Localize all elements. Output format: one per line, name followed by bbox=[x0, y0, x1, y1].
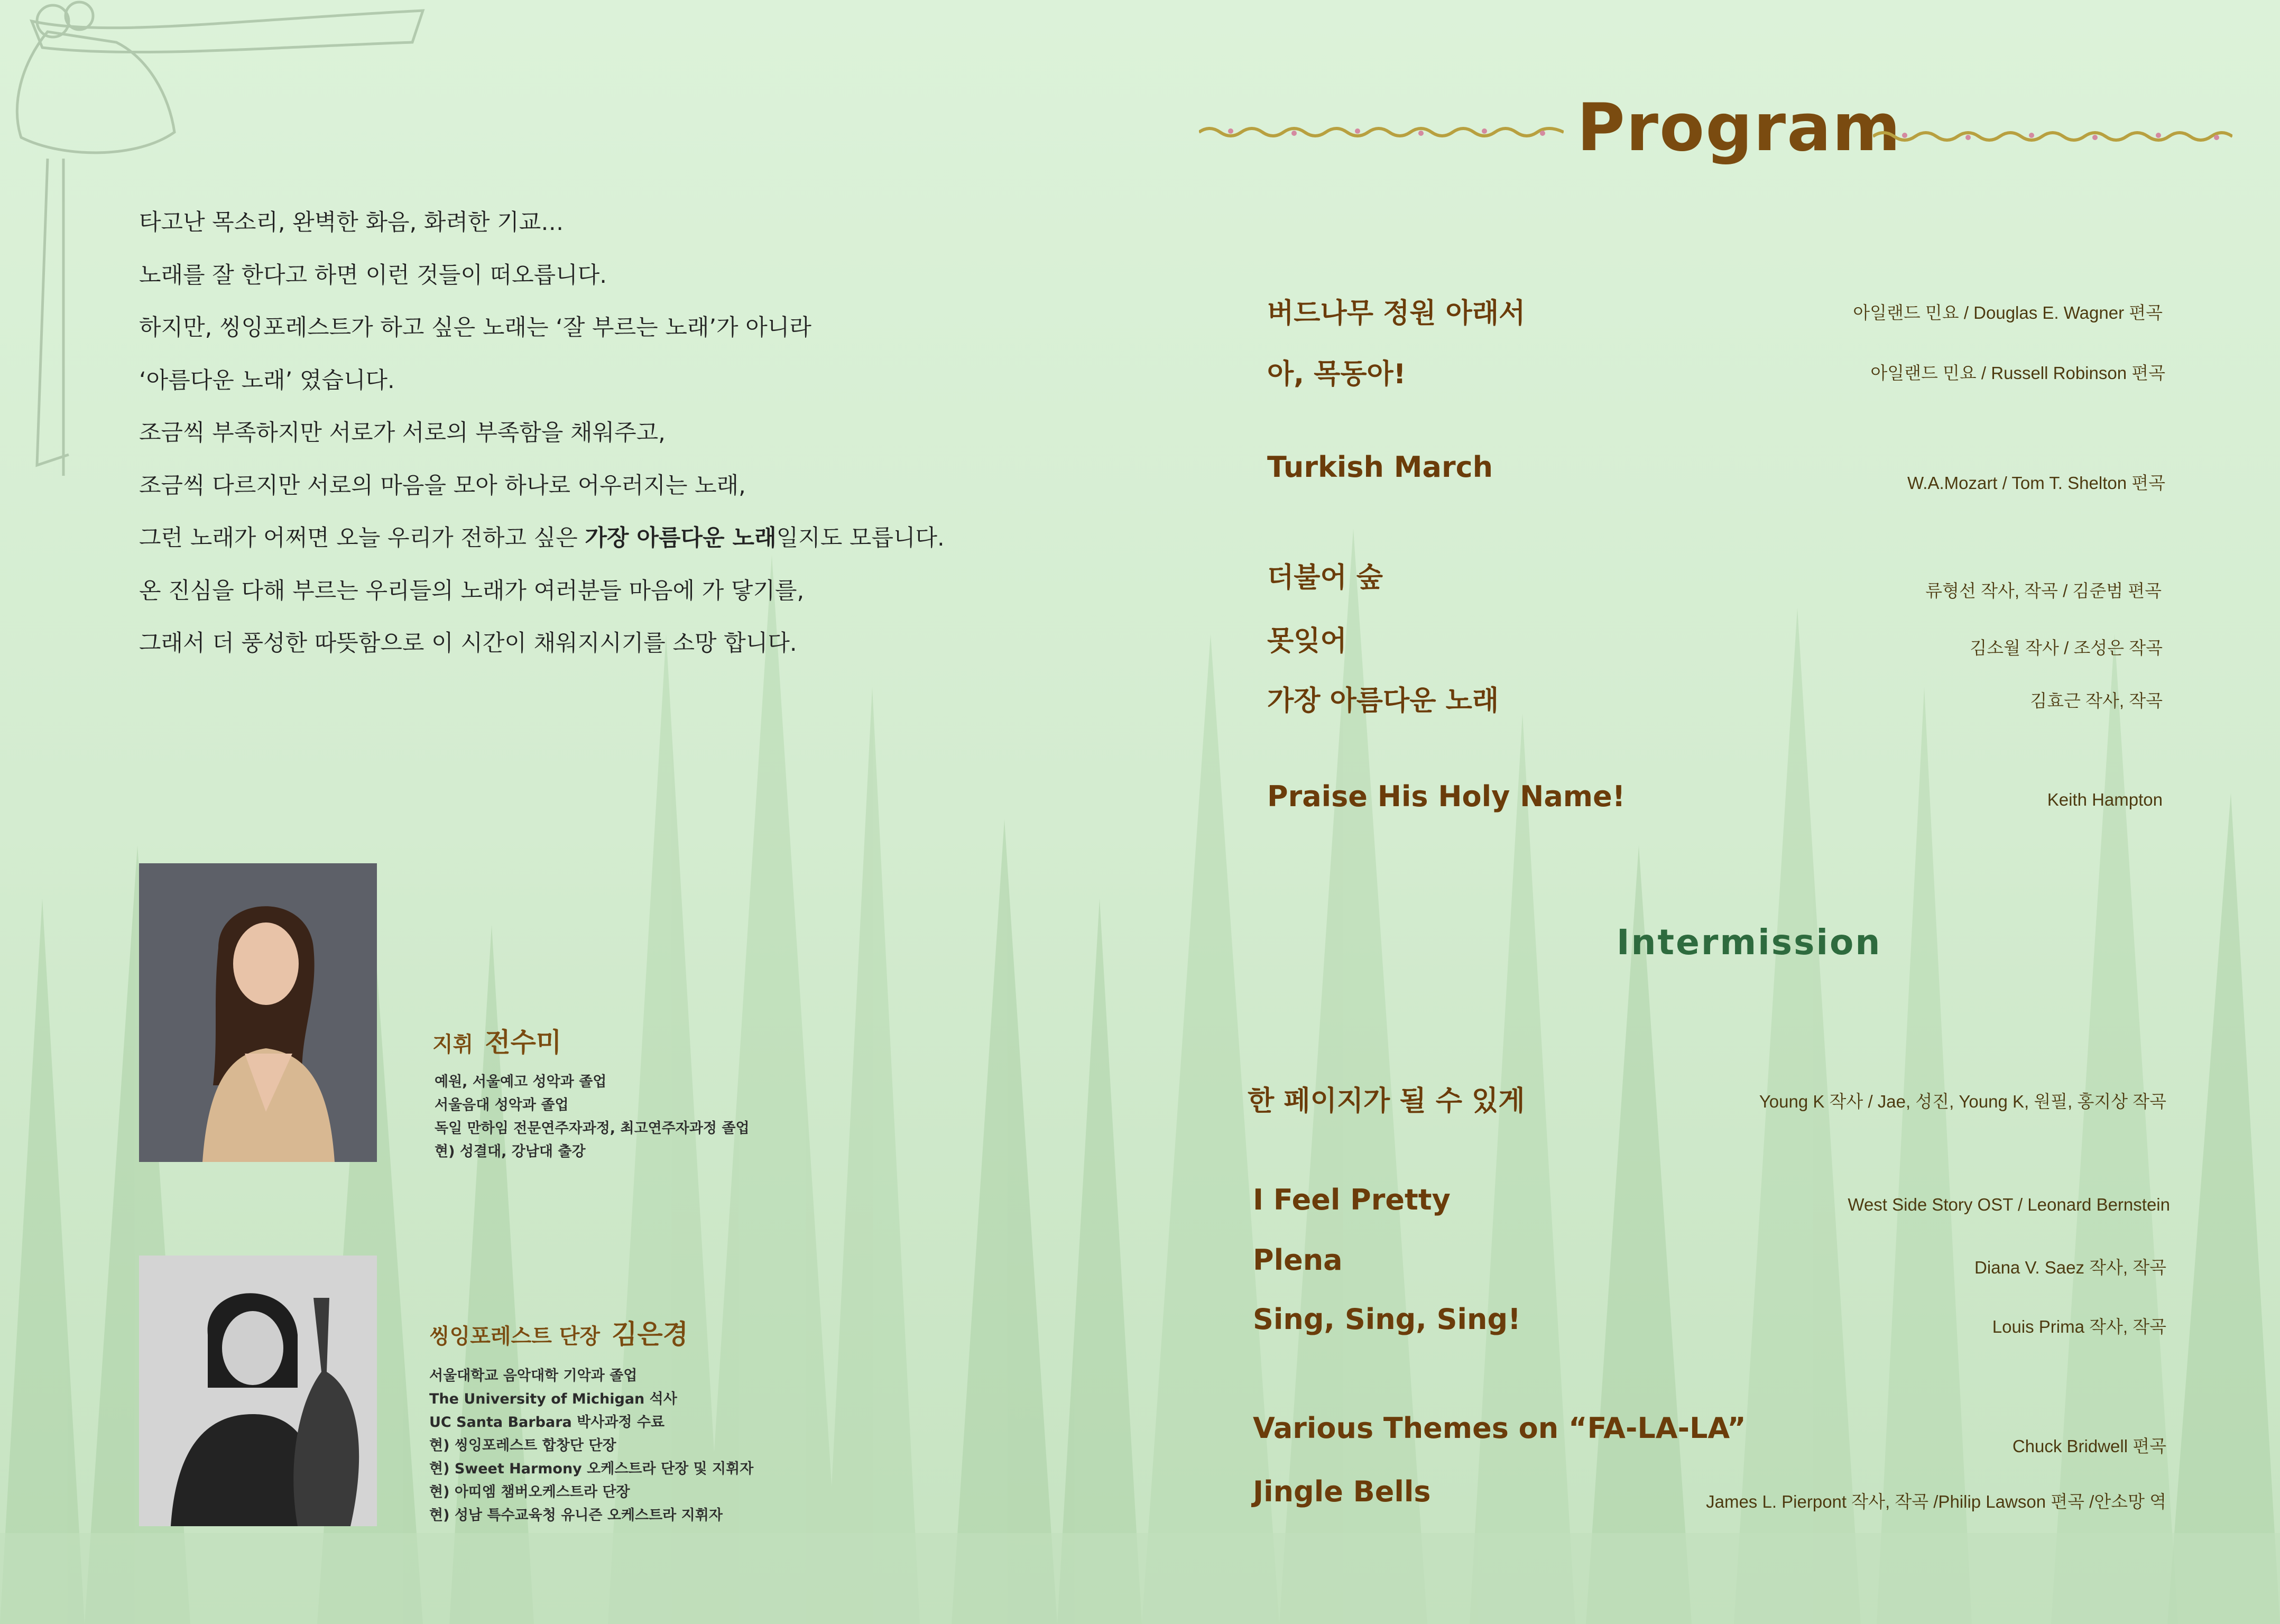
bio-line: 서울대학교 음악대학 기악과 졸업 bbox=[429, 1368, 638, 1384]
bio-line: 서울음대 성악과 졸업 bbox=[435, 1097, 569, 1113]
director-title bbox=[429, 1313, 688, 1351]
intro-highlight: 가장 아름다운 노래 bbox=[585, 525, 777, 551]
conductor-bio bbox=[435, 1071, 750, 1164]
bio-line: 예원, 서울예고 성악과 졸업 bbox=[435, 1074, 607, 1090]
program-item-title: Sing, Sing, Sing! bbox=[1253, 1303, 1521, 1336]
intro-paragraph bbox=[139, 204, 1038, 678]
bio-line: 현) 성남 특수교육청 유니즌 오케스트라 지휘자 bbox=[429, 1507, 723, 1524]
program-item-title: Jingle Bells bbox=[1253, 1475, 1431, 1508]
program-item-credit: Young K 작사 / Jae, 성진, Young K, 원필, 홍지상 작곡 bbox=[1759, 1092, 2166, 1111]
bio-line: UC Santa Barbara 박사과정 수료 bbox=[429, 1414, 665, 1431]
intermission-heading: Intermission bbox=[1617, 922, 1882, 963]
program-item-title: Various Themes on “FA-LA-LA” bbox=[1253, 1411, 1746, 1445]
program-item-title: 못잊어 bbox=[1267, 625, 1347, 657]
program-item-title: 한 페이지가 될 수 있게 bbox=[1248, 1085, 1525, 1117]
intro-line: 노래를 잘 한다고 하면 이런 것들이 떠오릅니다. bbox=[139, 262, 607, 289]
program-item-credit: Diana V. Saez 작사, 작곡 bbox=[1974, 1258, 2166, 1277]
director-role: 씽잉포레스트 단장 bbox=[429, 1324, 601, 1349]
program-item-credit: Keith Hampton bbox=[2047, 790, 2163, 809]
program-item-title: Praise His Holy Name! bbox=[1267, 780, 1626, 813]
program-item-credit: Chuck Bridwell 편곡 bbox=[2012, 1436, 2166, 1456]
program-item-title: 더불어 숲 bbox=[1267, 562, 1383, 594]
intro-line: 온 진심을 다해 부르는 우리들의 노래가 여러분들 마음에 가 닿기를, bbox=[139, 577, 805, 604]
intro-text: 일지도 모릅니다. bbox=[776, 525, 945, 551]
bio-line: 현) 성결대, 강남대 출강 bbox=[435, 1143, 586, 1160]
bio-line: 독일 만하임 전문연주자과정, 최고연주자과정 졸업 bbox=[435, 1120, 750, 1137]
program-item-credit: James L. Pierpont 작사, 작곡 /Philip Lawson 편곡 /안소망 역 bbox=[1706, 1492, 2166, 1511]
director-bio bbox=[429, 1364, 753, 1527]
program-item-title: Plena bbox=[1253, 1243, 1343, 1277]
program-item-credit: West Side Story OST / Leonard Bernstein bbox=[1848, 1195, 2170, 1214]
program-item-credit: 김효근 작사, 작곡 bbox=[2030, 691, 2163, 710]
conductor-name: 전수미 bbox=[485, 1027, 562, 1058]
garland-left-icon bbox=[1199, 121, 1564, 144]
program-item-title: Turkish March bbox=[1267, 450, 1493, 484]
program-item-title: 버드나무 정원 아래서 bbox=[1267, 298, 1526, 329]
intro-line bbox=[139, 520, 1038, 573]
director-name: 김은경 bbox=[612, 1319, 688, 1350]
intro-line: 조금씩 부족하지만 서로가 서로의 부족함을 채워주고, bbox=[139, 420, 666, 446]
program-item-credit: W.A.Mozart / Tom T. Shelton 편곡 bbox=[1907, 473, 2165, 493]
director-photo bbox=[139, 1256, 377, 1526]
program-item-credit: 류형선 작사, 작곡 / 김준범 편곡 bbox=[1925, 581, 2162, 601]
program-item-title: I Feel Pretty bbox=[1253, 1183, 1451, 1216]
intro-text: 그런 노래가 어쩌면 오늘 우리가 전하고 싶은 bbox=[139, 525, 585, 551]
program-item-credit: Louis Prima 작사, 작곡 bbox=[1992, 1317, 2166, 1336]
conductor-title bbox=[432, 1021, 561, 1059]
bio-line: 현) Sweet Harmony 오케스트라 단장 및 지휘자 bbox=[429, 1461, 754, 1477]
bio-line: The University of Michigan 석사 bbox=[429, 1391, 677, 1407]
bio-line: 현) 씽잉포레스트 합창단 단장 bbox=[429, 1437, 616, 1454]
bio-line: 현) 아띠엠 챔버오케스트라 단장 bbox=[429, 1484, 630, 1500]
conductor-photo bbox=[139, 863, 377, 1162]
intro-line: 타고난 목소리, 완벽한 화음, 화려한 기교… bbox=[139, 209, 564, 236]
program-item-credit: 아일랜드 민요 / Douglas E. Wagner 편곡 bbox=[1853, 303, 2163, 322]
program-item-credit: 아일랜드 민요 / Russell Robinson 편곡 bbox=[1870, 363, 2165, 383]
garland-right-icon bbox=[1873, 125, 2232, 148]
program-item-title: 가장 아름다운 노래 bbox=[1267, 685, 1499, 717]
intro-line: ‘아름다운 노래’ 였습니다. bbox=[139, 367, 395, 394]
intro-line: 하지만, 씽잉포레스트가 하고 싶은 노래는 ‘잘 부르는 노래’가 아니라 bbox=[139, 315, 811, 341]
intro-line: 그래서 더 풍성한 따뜻함으로 이 시간이 채워지시기를 소망 합니다. bbox=[139, 630, 797, 657]
intro-line: 조금씩 다르지만 서로의 마음을 모아 하나로 어우러지는 노래, bbox=[139, 472, 746, 499]
conductor-role: 지휘 bbox=[432, 1032, 474, 1057]
program-title: Program bbox=[1577, 90, 1902, 166]
program-item-credit: 김소월 작사 / 조성은 작곡 bbox=[1970, 638, 2163, 658]
program-item-title: 아, 목동아! bbox=[1267, 358, 1406, 390]
